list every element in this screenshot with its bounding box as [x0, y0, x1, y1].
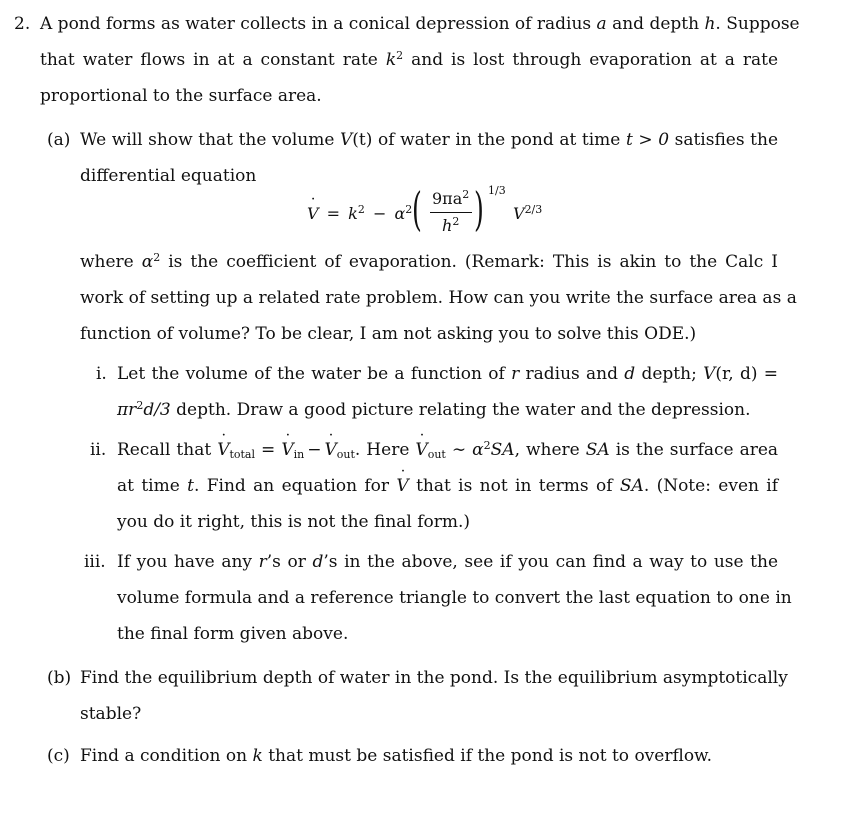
- part-b-line-1: Find the equilibrium depth of water in the pond. Is the equilibrium asymptotically: [80, 668, 788, 688]
- problem-number: 2.: [14, 14, 31, 34]
- sub-ii-line-3: you do it right, this is not the final form.): [117, 512, 471, 532]
- part-a-line-1: We will show that the volume V(t) of water in the pond at time t > 0 satisfies the: [80, 130, 779, 150]
- sub-iii-line-1: If you have any r’s or d’s in the above, see if you can find a way to use the: [117, 552, 779, 572]
- intro-line-1: A pond forms as water collects in a conical depression of radius a and depth h. Suppose: [40, 14, 800, 34]
- sub-ii-line-2: at time t. Find an equation for V ˙ that is not in terms of SA. (Note: even if: [117, 476, 778, 496]
- part-c-label: (c): [47, 746, 70, 766]
- sub-ii-label: ii.: [90, 440, 107, 460]
- intro-line-2: that water flows in at a constant rate $k^2$ and is lost through evaporation at a rate: [40, 49, 779, 70]
- part-a-after-2: work of setting up a related rate problem. How can you write the surface area as a: [80, 288, 797, 308]
- part-c-line-1: Find a condition on k that must be satisfied if the pond is not to overflow.: [80, 746, 712, 766]
- sub-ii-line-1: Recall that V $˙_{total} = V$ $˙_{in} - V$ $˙_{out}$. Here V $˙_{out}$ ∼ $\alpha^2SA$, where SA is the surface area: [117, 440, 778, 460]
- sub-i-label: i.: [96, 364, 107, 384]
- part-a-line-2: differential equation: [80, 166, 257, 186]
- part-b-label: (b): [47, 668, 72, 688]
- part-a-after-1: where $\alpha^2$ is the coefficient of evaporation. (Remark: This is akin to the Calc I: [80, 251, 778, 272]
- intro-line-3: proportional to the surface area.: [40, 86, 322, 106]
- sub-iii-label: iii.: [84, 552, 106, 572]
- sub-iii-line-3: the final form given above.: [117, 624, 349, 644]
- sub-i-line-1: Let the volume of the water be a function of r radius and d depth; V(r, d) =: [117, 364, 778, 384]
- part-b-line-2: stable?: [80, 704, 142, 724]
- sub-iii-line-2: volume formula and a reference triangle to convert the last equation to one in: [117, 588, 792, 608]
- part-a-label: (a): [47, 130, 71, 150]
- sub-i-line-2: $\pi r^2d/3$ depth. Draw a good picture relating the water and the depression.: [117, 399, 751, 420]
- part-a-after-3: function of volume? To be clear, I am not asking you to solve this ODE.): [80, 324, 697, 344]
